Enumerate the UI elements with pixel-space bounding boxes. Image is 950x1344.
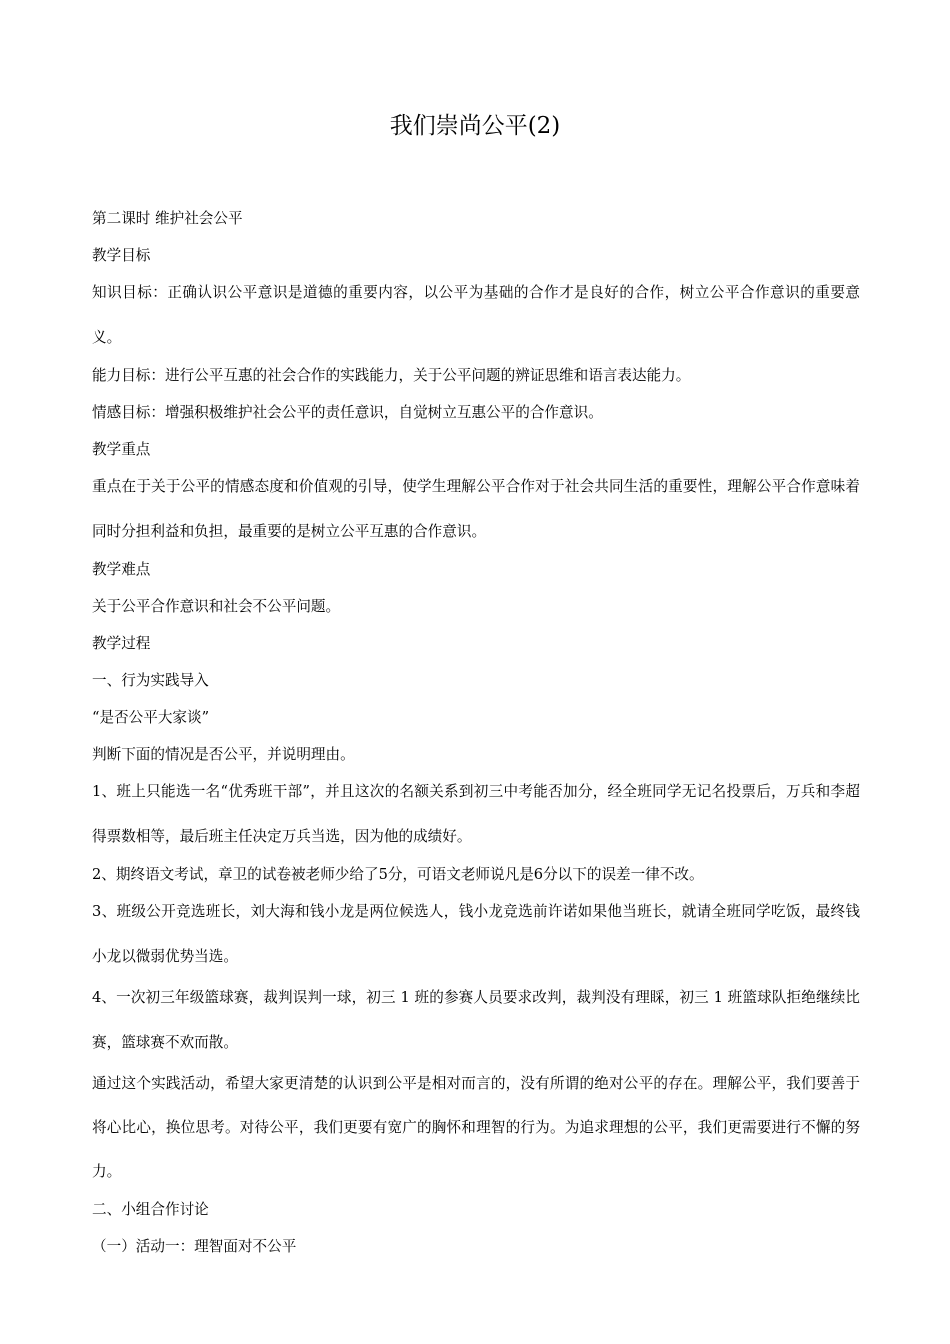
- list-item-case-2: 2、期终语文考试，章卫的试卷被老师少给了5分，可语文老师说凡是6分以下的误差一律不改。: [92, 866, 704, 883]
- paragraph-key-points: 重点在于关于公平的情感态度和价值观的引导，使学生理解公平合作对于社会共同生活的重要性，理解公平合作意味着同时分担利益和负担，最重要的是树立公平互惠的合作意识。: [92, 478, 860, 540]
- paragraph-instruction: 判断下面的情况是否公平，并说明理由。: [92, 746, 355, 763]
- paragraph-difficulties: 关于公平合作意识和社会不公平问题。: [92, 598, 341, 615]
- paragraph-knowledge-objective: 知识目标：正确认识公平意识是道德的重要内容，以公平为基础的合作才是良好的合作，树立公平合作意识的重要意义。: [92, 284, 860, 346]
- document-body: [92, 200, 860, 1265]
- list-item-case-4: 4、一次初三年级篮球赛，裁判误判一球，初三 1 班的参赛人员要求改判，裁判没有理睬，初三 1 班篮球队拒绝继续比赛，篮球赛不欢而散。: [92, 989, 860, 1051]
- lesson-heading: 第二课时 维护社会公平: [92, 210, 243, 227]
- paragraph-ability-objective: 能力目标：进行公平互惠的社会合作的实践能力，关于公平问题的辨证思维和语言表达能力。: [92, 367, 691, 384]
- section-heading-objectives: 教学目标: [92, 247, 151, 264]
- subheading-practice-intro: 一、行为实践导入: [92, 672, 209, 689]
- paragraph-summary: 通过这个实践活动，希望大家更清楚的认识到公平是相对而言的，没有所谓的绝对公平的存在。理解公平，我们要善于将心比心，换位思考。对待公平，我们更要有宽广的胸怀和理智的行为。为追求理想的公平，我们更需要进行不懈的努力。: [92, 1075, 860, 1180]
- subheading-activity-one: （一）活动一：理智面对不公平: [92, 1238, 297, 1255]
- subheading-group-discussion: 二、小组合作讨论: [92, 1201, 209, 1218]
- list-item-case-1: 1、班上只能选一名“优秀班干部”，并且这次的名额关系到初三中考能否加分，经全班同学无记名投票后，万兵和李超得票数相等，最后班主任决定万兵当选，因为他的成绩好。: [92, 783, 860, 845]
- section-heading-difficulties: 教学难点: [92, 561, 151, 578]
- activity-title: “是否公平大家谈”: [92, 709, 210, 726]
- document-title: 我们崇尚公平(2): [389, 113, 561, 139]
- section-heading-process: 教学过程: [92, 635, 151, 652]
- paragraph-emotion-objective: 情感目标：增强积极维护社会公平的责任意识，自觉树立互惠公平的合作意识。: [92, 404, 603, 421]
- list-item-case-3: 3、班级公开竞选班长，刘大海和钱小龙是两位候选人，钱小龙竞选前许诺如果他当班长，就请全班同学吃饭，最终钱小龙以微弱优势当选。: [92, 903, 860, 965]
- section-heading-key-points: 教学重点: [92, 441, 151, 458]
